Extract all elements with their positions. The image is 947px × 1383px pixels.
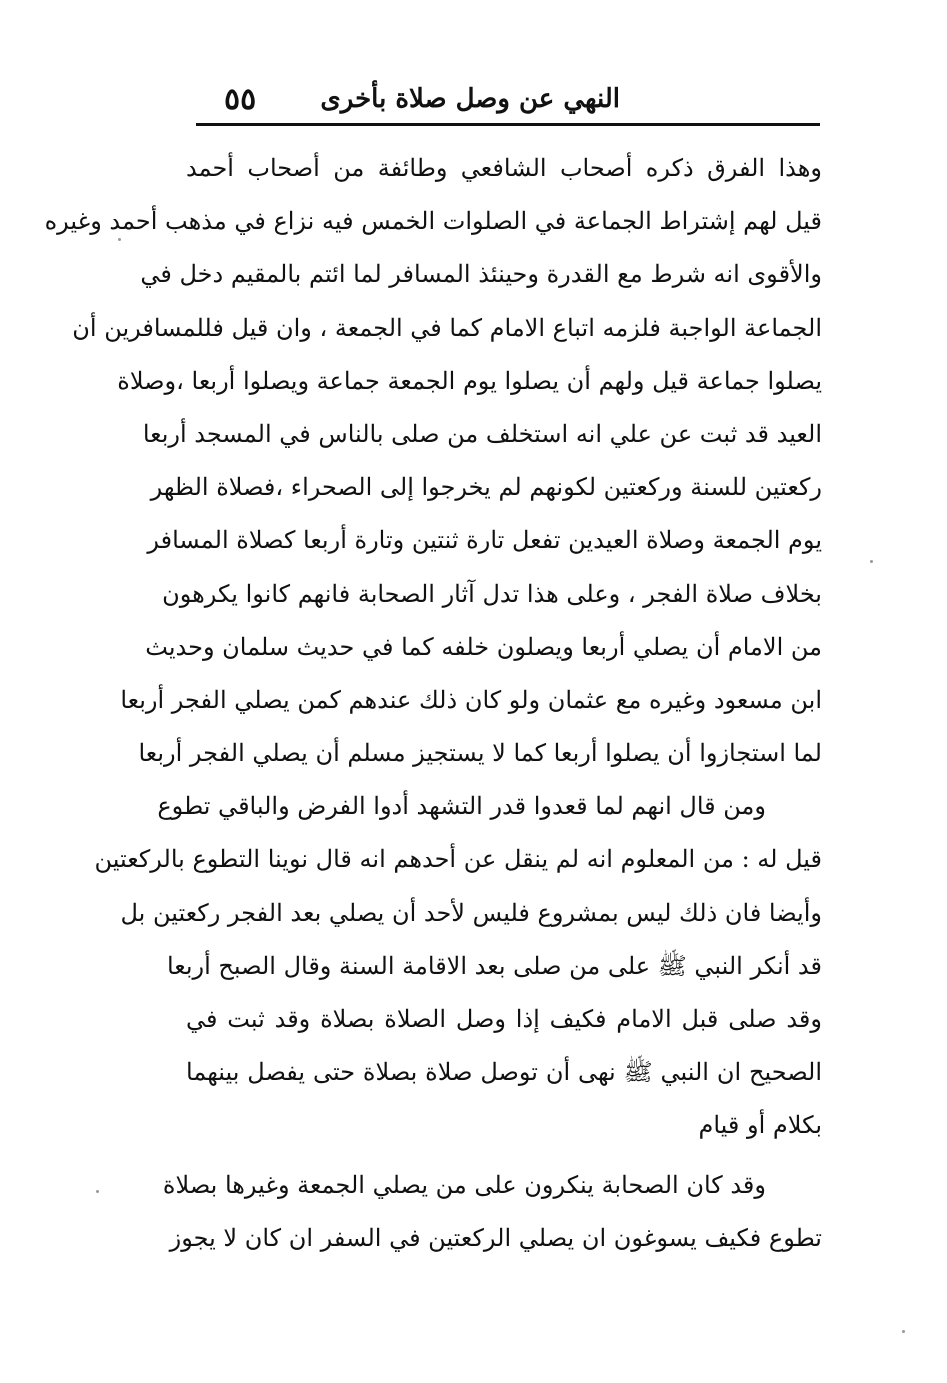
body-text xyxy=(44,142,823,1265)
text-line: الجماعة الواجبة فلزمه اتباع الامام كما في الجمعة ، وان قيل فللمسافرين أن xyxy=(72,313,822,342)
text-line: بخلاف صلاة الفجر ، وعلى هذا تدل آثار الصحابة فانهم كانوا يكرهون xyxy=(162,579,822,608)
page-header xyxy=(190,78,820,122)
paper-speck xyxy=(902,1330,905,1333)
text-line: العيد قد ثبت عن علي انه استخلف من صلى بالناس في المسجد أربعا xyxy=(142,419,822,448)
page-number: ٥٥ xyxy=(224,82,257,117)
text-line: قد أنكر النبي ﷺ على من صلى بعد الاقامة السنة وقال الصبح أربعا xyxy=(166,951,822,980)
header-rule xyxy=(196,123,820,126)
paper-speck xyxy=(870,560,873,563)
text-line: قيل له : من المعلوم انه لم ينقل عن أحدهم انه قال نوينا التطوع بالركعتين xyxy=(94,845,822,874)
text-line: وقد كان الصحابة ينكرون على من يصلي الجمعة وغيرها بصلاة xyxy=(162,1170,766,1199)
text-line: يوم الجمعة وصلاة العيدين تفعل تارة ثنتين وتارة أربعا كصلاة المسافر xyxy=(147,526,822,555)
text-line: لما استجازوا أن يصلوا أربعا كما لا يستجيز مسلم أن يصلي الفجر أربعا xyxy=(138,739,822,768)
running-title: النهي عن وصل صلاة بأخرى xyxy=(320,84,620,114)
paper-speck xyxy=(96,1190,99,1193)
text-line: الصحيح ان النبي ﷺ نهى أن توصل صلاة بصلاة حتى يفصل بينهما xyxy=(186,1058,823,1087)
text-line: ركعتين للسنة وركعتين لكونهم لم يخرجوا إلى الصحراء ،فصلاة الظهر xyxy=(150,473,822,502)
text-line: وأيضا فان ذلك ليس بمشروع فليس لأحد أن يصلي بعد الفجر ركعتين بل xyxy=(120,898,822,927)
text-line: تطوع فكيف يسوغون ان يصلي الركعتين في السفر ان كان لا يجوز xyxy=(169,1223,822,1252)
text-line: بكلام أو قيام xyxy=(698,1111,822,1140)
text-line: من الامام أن يصلي أربعا ويصلون خلفه كما في حديث سلمان وحديث xyxy=(145,632,822,661)
text-line: ومن قال انهم لما قعدوا قدر التشهد أدوا الفرض والباقي تطوع xyxy=(157,792,766,821)
paper-speck xyxy=(118,238,121,241)
text-line: وهذا الفرق ذكره أصحاب الشافعي وطائفة من أصحاب أحمد xyxy=(186,154,822,182)
text-line: يصلوا جماعة قيل ولهم أن يصلوا يوم الجمعة جماعة ويصلوا أربعا ،وصلاة xyxy=(117,366,822,395)
text-line: وقد صلى قبل الامام فكيف إذا وصل الصلاة بصلاة وقد ثبت في xyxy=(186,1005,822,1033)
text-line: والأقوى انه شرط مع القدرة وحينئذ المسافر لما ائتم بالمقيم دخل في xyxy=(140,260,822,289)
text-line: ابن مسعود وغيره مع عثمان ولو كان ذلك عندهم كمن يصلي الفجر أربعا xyxy=(120,685,822,714)
text-line: قيل لهم إشتراط الجماعة في الصلوات الخمس فيه نزاع في مذهب أحمد وغيره xyxy=(44,207,822,236)
